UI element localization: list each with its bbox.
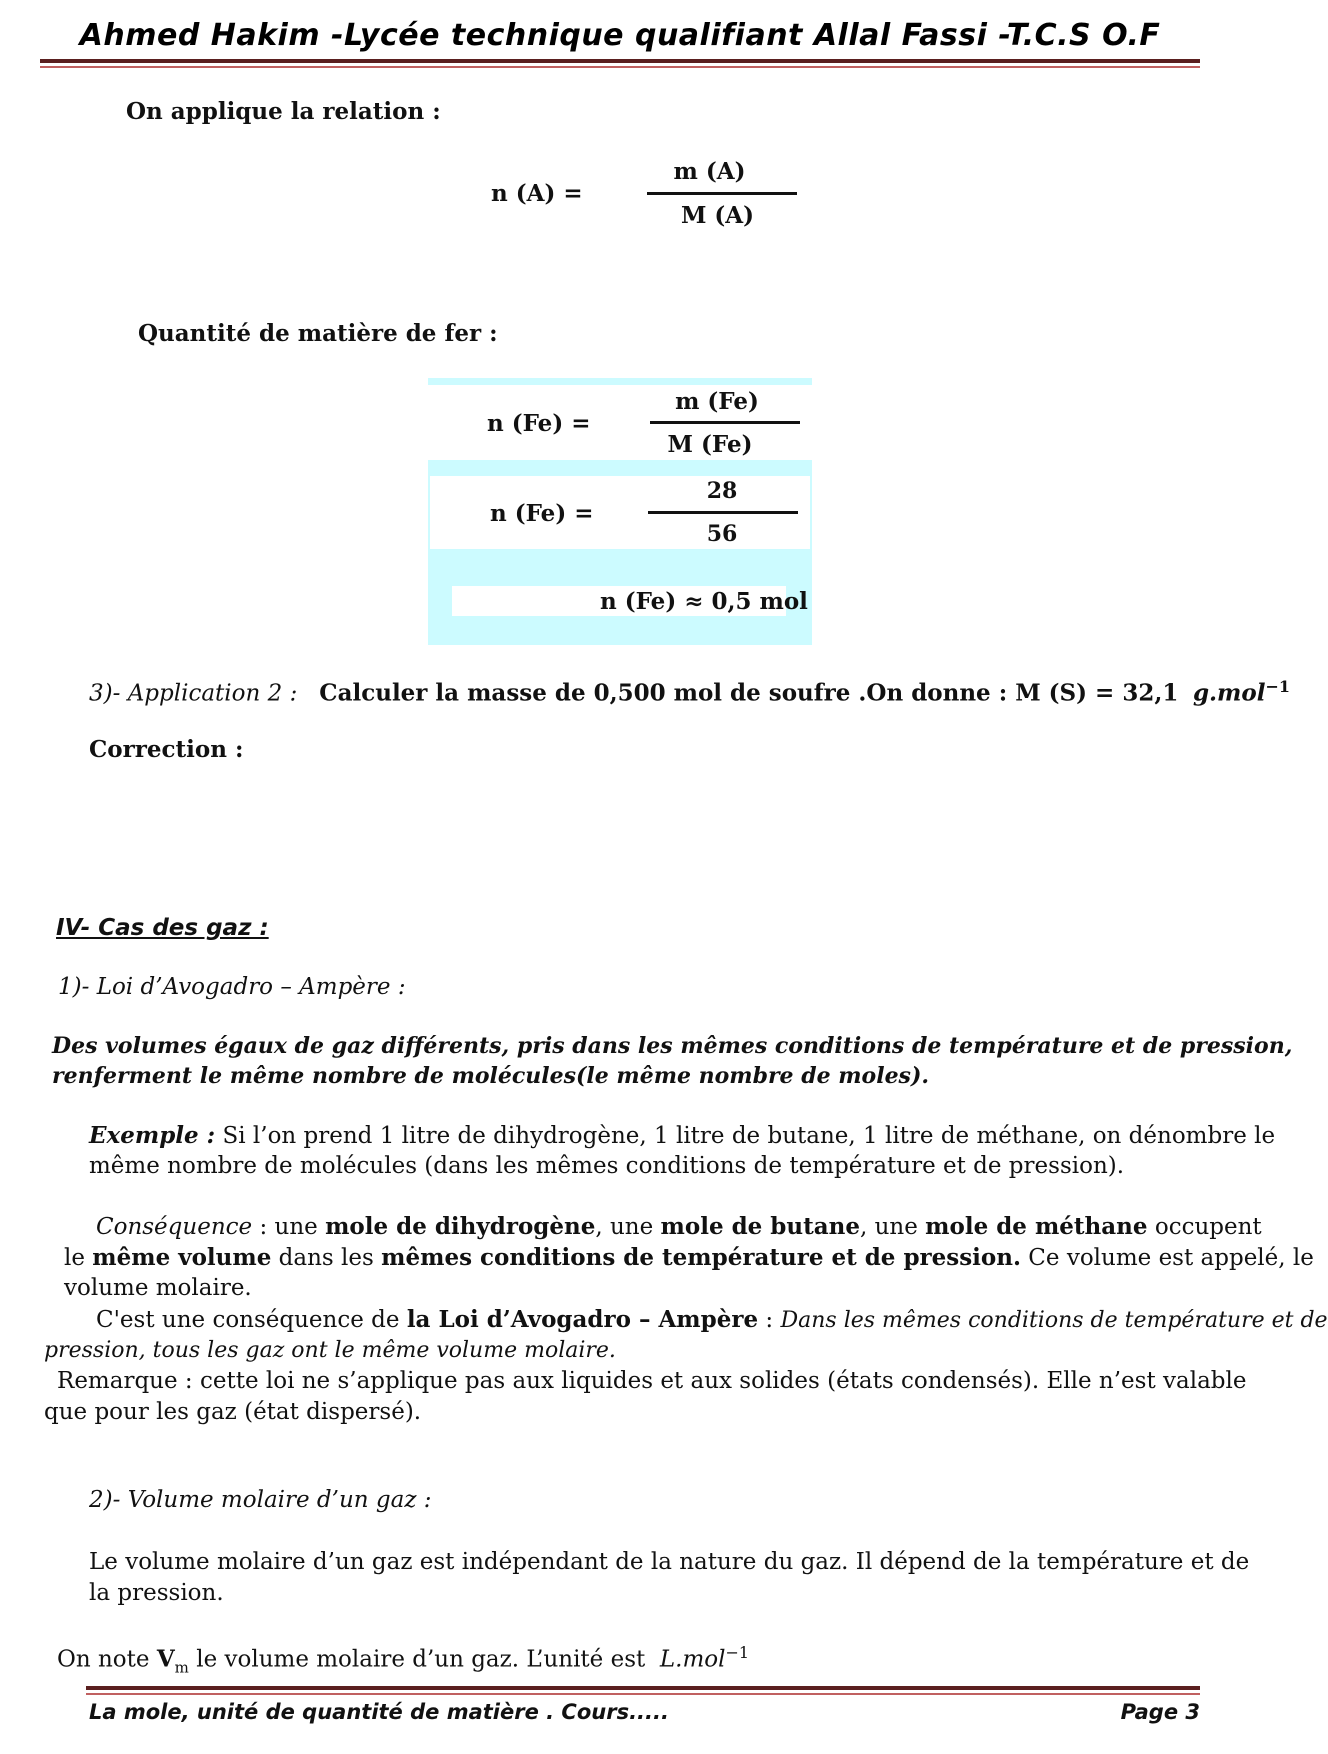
footer-page-number: Page 3 (1120, 1700, 1200, 1724)
volume-molaire-line2: la pression. (89, 1580, 224, 1606)
header-rule (40, 59, 1200, 63)
fraction-bar (647, 192, 797, 195)
application2-line (89, 677, 1290, 707)
consequence-text: occupent (1147, 1214, 1262, 1240)
fraction-bar (648, 511, 798, 514)
footer-course-title: La mole, unité de quantité de matière . Cours..... (89, 1700, 669, 1724)
consequence-text: , une (595, 1214, 661, 1240)
consequence-text: le (64, 1245, 93, 1271)
cest-line1 (96, 1304, 1328, 1336)
loi-statement-line2: renferment le même nombre de molécules(le même nombre de moles). (52, 1063, 930, 1089)
consequence-bold: mole de méthane (925, 1213, 1148, 1240)
footer-rule-thin (86, 1693, 1200, 1695)
application2-label: 3)- Application 2 : (89, 680, 298, 707)
relation-lhs: n (A) = (491, 180, 583, 207)
remarque-line1: Remarque : cette loi ne s’applique pas aux liquides et aux solides (états condensés). Elle n’est valable (57, 1368, 1247, 1394)
consequence-bold: mole de butane (660, 1213, 860, 1240)
consequence-bold: même volume (92, 1244, 272, 1271)
application2-text: Calculer la masse de 0,500 mol de soufre .On donne : M (S) = 32,1 (319, 679, 1179, 707)
relation-denominator: M (A) (680, 202, 755, 229)
correction-label: Correction : (89, 736, 244, 763)
cest-text: C'est une conséquence de (96, 1307, 407, 1333)
cest-line2: pression, tous les gaz ont le même volume molaire. (44, 1338, 616, 1363)
consequence-bold: mêmes conditions de température et de pression. (381, 1244, 1021, 1271)
application2-unit: g.mol (1192, 679, 1266, 707)
note-text: le volume molaire d’un gaz. L’unité est (188, 1646, 653, 1673)
cest-bold: la Loi d’Avogadro – Ampère (406, 1306, 759, 1333)
consequence-bold: mole de dihydrogène (325, 1213, 596, 1240)
volume-molaire-line1: Le volume molaire d’un gaz est indépendant de la nature du gaz. Il dépend de la température et de (89, 1549, 1250, 1575)
consequence-text: : une (252, 1214, 326, 1240)
remarque-line2: que pour les gaz (état dispersé). (44, 1399, 422, 1425)
relation-intro: On applique la relation : (126, 98, 441, 125)
fer-result: n (Fe) ≈ 0,5 mol (600, 588, 808, 615)
exemple-line2: même nombre de molécules (dans les mêmes conditions de température et de pression). (89, 1153, 1125, 1179)
relation-numerator: m (A) (673, 158, 746, 185)
fer-row2-numerator: 28 (706, 478, 738, 504)
cest-italic: Dans les mêmes conditions de température et de (780, 1308, 1328, 1333)
note-unit: L.mol (659, 1646, 726, 1673)
section-title-gaz: IV- Cas des gaz : (56, 915, 269, 941)
exemple-line1 (89, 1120, 1275, 1152)
fer-row1-lhs: n (Fe) = (487, 410, 591, 437)
volume-molaire-title: 2)- Volume molaire d’un gaz : (89, 1487, 432, 1513)
note-unit-exponent: −1 (725, 1643, 750, 1662)
consequence-text: dans les (271, 1245, 382, 1271)
application2-unit-exponent: −1 (1265, 677, 1291, 696)
consequence-text: , une (860, 1214, 926, 1240)
consequence-line2 (64, 1242, 1314, 1274)
note-vm-line (57, 1637, 749, 1683)
fer-row2-denominator: 56 (706, 521, 738, 547)
exemple-label: Exemple : (89, 1122, 216, 1149)
loi-title: 1)- Loi d’Avogadro – Ampère : (58, 974, 406, 1000)
fraction-bar (650, 421, 800, 424)
exemple-text1: Si l’on prend 1 litre de dihydrogène, 1 litre de butane, 1 litre de méthane, on dénombre le (215, 1123, 1276, 1149)
footer-rule (86, 1686, 1200, 1690)
note-text: On note (57, 1646, 157, 1673)
fer-label: Quantité de matière de fer : (138, 320, 498, 347)
note-subscript: m (174, 1658, 189, 1677)
consequence-text: Ce volume est appelé, le (1021, 1245, 1314, 1271)
cest-text: : (758, 1307, 781, 1333)
header-rule-thin (40, 66, 1200, 68)
consequence-line1 (96, 1211, 1262, 1243)
fer-row2-lhs: n (Fe) = (490, 500, 594, 527)
fer-row1-denominator: M (Fe) (667, 431, 753, 458)
consequence-label: Conséquence (96, 1214, 253, 1240)
page-header-title: Ahmed Hakim -Lycée technique qualifiant Allal Fassi -T.C.S O.F (79, 18, 1161, 53)
consequence-line3: volume molaire. (64, 1275, 252, 1301)
fer-row1-numerator: m (Fe) (675, 388, 759, 415)
note-symbol: V (156, 1645, 175, 1673)
loi-statement-line1: Des volumes égaux de gaz différents, pris dans les mêmes conditions de température et de pression, (52, 1033, 1293, 1059)
